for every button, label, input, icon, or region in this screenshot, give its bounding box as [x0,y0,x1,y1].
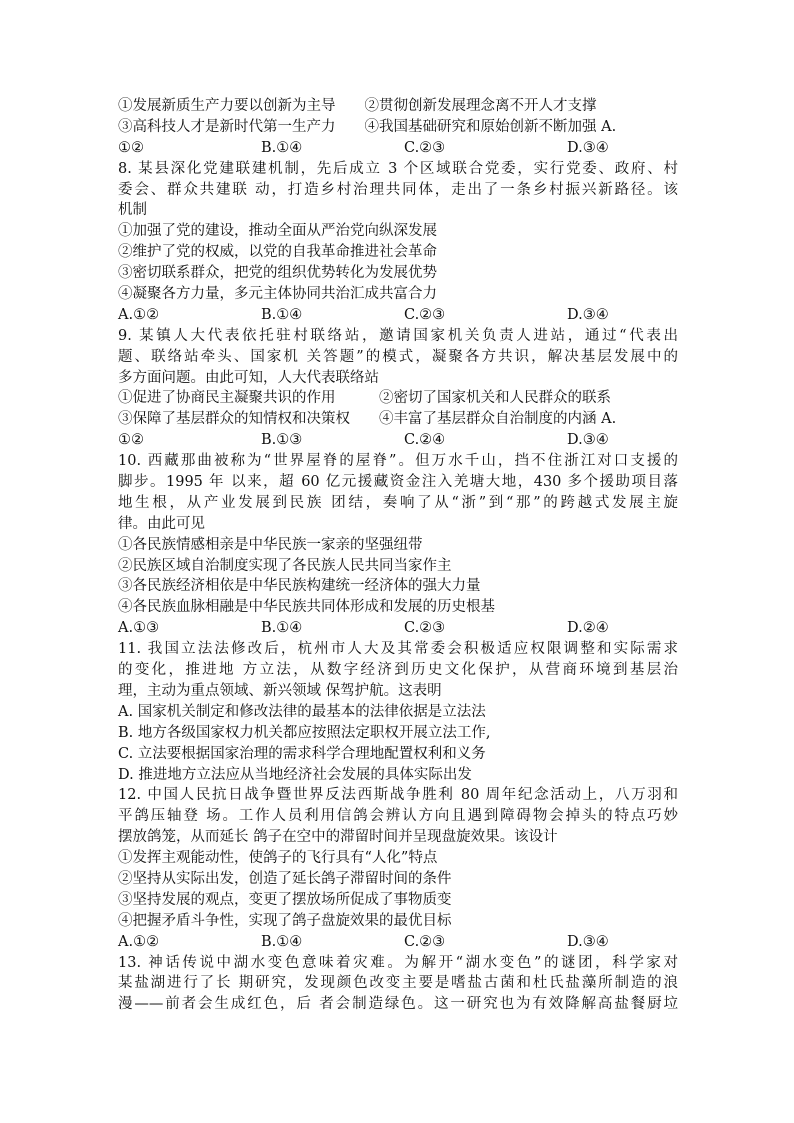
statement-item: ③各民族经济相依是中华民族构建统一经济体的强大力量 [118,578,481,595]
choice-c: C. 立法要根据国家治理的需求科学合理地配置权利和义务 [118,745,486,762]
answer-options [118,618,678,639]
statement-item: ①各民族情感相亲是中华民族一家亲的坚强纽带 [118,536,423,553]
question-stem: 12. 中国人民抗日战争暨世界反法西斯战争胜利 80 周年纪念活动上，八万羽和 [118,787,678,804]
option-b: B.①③ [261,432,303,449]
question-stem: 多方面问题。由此可知，人大代表联络站 [118,369,379,386]
answer-options [118,932,678,953]
question-stem: 13. 神话传说中湖水变色意味着灾难。为解开“湖水变色”的谜团，科学家对 [118,954,678,971]
statement-item: ③密切联系群众，把党的组织优势转化为发展优势 [118,265,437,282]
option-c: C.②③ [404,139,446,156]
option-c: C.②③ [404,933,446,950]
option-d: D.②④ [567,620,609,637]
choice-d: D. 推进地方立法应从当地经济社会发展的具体实际出发 [118,766,472,783]
answer-options [118,430,678,451]
statement-item: ④把握矛盾斗争性，实现了鸽子盘旋效果的最优目标 [118,912,452,929]
statement-line: ①发展新质生产力要以创新为主导 ②贯彻创新发展理念离不开人才支撑 [118,98,597,114]
question-stem: 脚步。1995 年 以来，超 60 亿元援藏资金注入羌塘大地，430 多个援助项目落 [118,474,678,491]
question-stem: 某盐湖进行了长 期研究，发现颜色改变主要是嗜盐古菌和杜氏盐藻所制造的浪 [118,975,678,992]
option-c: C.②③ [404,620,446,637]
option-b: B.①④ [261,139,303,156]
q7-statements [118,96,678,138]
option-a: ①② [118,432,144,449]
question-stem: 11. 我国立法法修改后，杭州市人大及其常委会积极适应权限调整和实际需求 [118,641,678,658]
question-12 [118,785,678,952]
statement-item: ④各民族血脉相融是中华民族共同体形成和发展的历史根基 [118,599,495,616]
option-c: C.②③ [404,306,446,323]
question-stem: 委会、群众共建联 动，打造乡村治理共同体，走出了一条乡村振兴新路径。该 [118,181,678,198]
option-b: B.①④ [261,933,303,950]
exam-content [118,96,678,1015]
question-stem: 题、联络站牵头、国家机 关答题”的模式，凝聚各方共识，解决基层发展中的 [118,348,678,365]
question-8 [118,159,678,326]
question-stem: 地生根，从产业发展到民族 团结，奏响了从“浙”到“那”的跨越式发展主旋 [118,494,678,511]
choice-a: A. 国家机关制定和修改法律的最基本的法律依据是立法法 [118,703,486,720]
statement-item: ②维护了党的权威，以党的自我革命推进社会革命 [118,244,437,261]
question-stem: 理，主动为重点领域、新兴领域 保驾护航。这表明 [118,682,442,699]
statement-item: ①加强了党的建设，推动全面从严治党向纵深发展 [118,223,437,240]
statement-item: ②民族区域自治制度实现了各民族人民共同当家作主 [118,557,452,574]
question-13 [118,953,678,1016]
statement-line: ③高科技人才是新时代第一生产力 ④我国基础研究和原始创新不断加强 A. [118,118,617,135]
option-b: B.①④ [261,620,303,637]
question-stem: 律。由此可见 [118,515,205,532]
q7-options [118,138,678,159]
statement-item: ①促进了协商民主凝聚共识的作用 ②密切了国家机关和人民群众的联系 [118,390,611,407]
question-stem: 8. 某县深化党建联建机制，先后成立 3 个区域联合党委，实行党委、政府、村 [118,160,678,177]
question-stem: 漫——前者会生成红色，后 者会制造绿色。这一研究也为有效降解高盐餐厨垃 [118,996,678,1013]
question-stem: 摆放鸽笼，从而延长 鸽子在空中的滞留时间并呈现盘旋效果。该设计 [118,829,558,846]
statement-item: ①发挥主观能动性，使鸽子的飞行具有“人化”特点 [118,850,438,867]
option-d: D.③④ [567,432,609,449]
question-stem: 的变化，推进地 方立法，从数字经济到历史文化保护，从营商环境到基层治 [118,662,678,679]
question-stem: 9. 某镇人大代表依托驻村联络站，邀请国家机关负责人进站，通过“代表出 [118,327,678,344]
answer-options [118,305,678,326]
option-c: C.②④ [404,432,446,449]
question-10 [118,451,678,639]
question-9 [118,326,678,451]
option-a: A.①② [118,933,160,950]
statement-item: ③保障了基层群众的知情权和决策权 ④丰富了基层群众自治制度的内涵 A. [118,411,617,428]
statement-item: ②坚持从实际出发，创造了延长鸽子滞留时间的条件 [118,870,452,887]
question-stem: 10. 西藏那曲被称为“世界屋脊的屋脊”。但万水千山，挡不住浙江对口支援的 [118,453,678,470]
question-stem: 机制 [118,202,147,219]
option-a: A.①② [118,306,160,323]
statement-item: ④凝聚各方力量，多元主体协同共治汇成共富合力 [118,286,437,303]
choice-b: B. 地方各级国家权力机关都应按照法定职权开展立法工作, [118,724,491,741]
question-stem: 平鸽压轴登 场。工作人员利用信鸽会辨认方向且遇到障碍物会掉头的特点巧妙 [118,808,678,825]
option-b: B.①④ [261,306,303,323]
option-a: ①② [118,139,144,156]
option-d: D.③④ [567,933,609,950]
statement-item: ③坚持发展的观点，变更了摆放场所促成了事物质变 [118,891,452,908]
option-a: A.①③ [118,620,160,637]
question-11 [118,639,678,785]
option-d: D.③④ [567,139,609,156]
option-d: D.③④ [567,306,609,323]
